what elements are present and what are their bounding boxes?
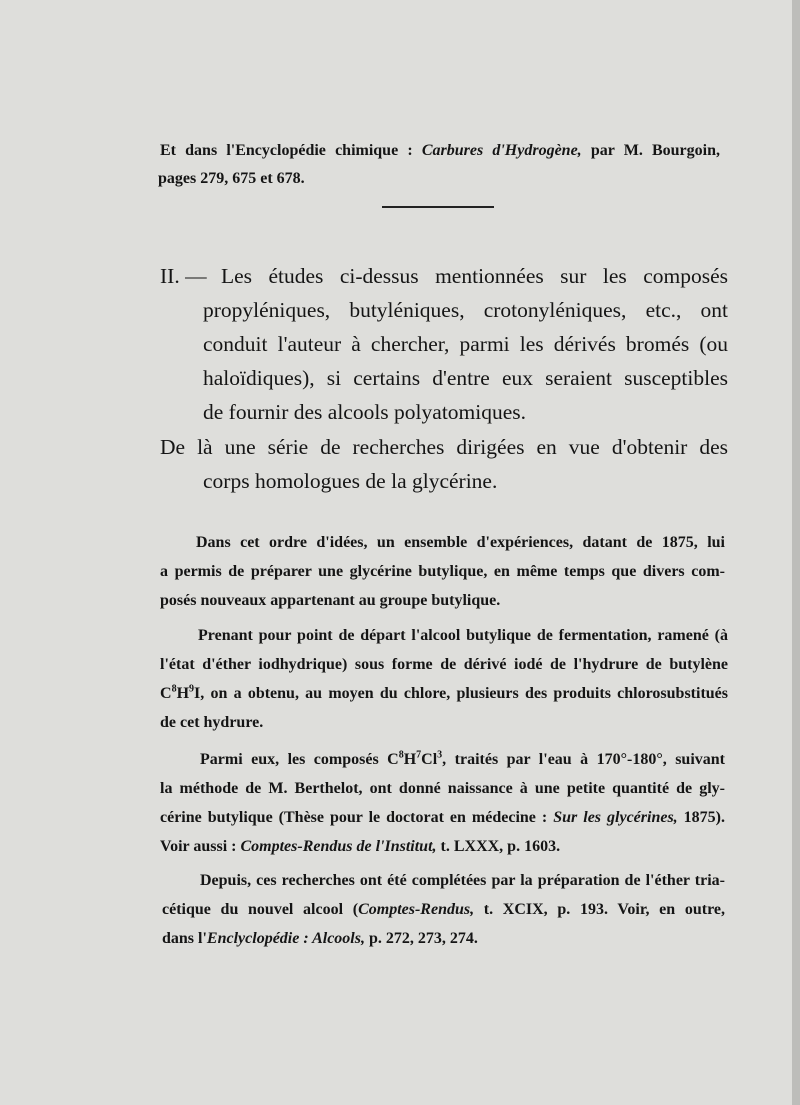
paragraph-line: cérine butylique (Thèse pour le doctorat en médecine : Sur les glycérines, 1875). <box>160 809 725 826</box>
paragraph-line: Dans cet ordre d'idées, un ensemble d'expériences, datant de 1875, lui <box>196 534 725 551</box>
section-divider <box>382 206 494 208</box>
paragraph-line: la méthode de M. Berthelot, ont donné naissance à une petite quantité de gly- <box>160 780 725 797</box>
section-ii-paragraph <box>203 259 728 429</box>
header-note-pages: pages 279, 675 et 678. <box>158 170 305 187</box>
paragraph-3 <box>160 745 725 861</box>
page-edge <box>792 0 800 1105</box>
paragraph-line: Prenant pour point de départ l'alcool butylique de fermentation, ramené (à <box>198 627 728 644</box>
paragraph-line: Depuis, ces recherches ont été complétées par la préparation de l'éther tria- <box>200 872 725 889</box>
section-ii-line: de fournir des alcools polyatomiques. <box>203 400 527 424</box>
section-ii-line: haloïdiques), si certains d'entre eux seraient susceptibles <box>203 366 728 390</box>
section-ii-line: Les études ci-dessus mentionnées sur les composés <box>221 264 728 288</box>
encyclopedie-title: Carbures d'Hydrogène, <box>421 142 582 159</box>
paragraph-line: Parmi eux, les composés $C^8H^7Cl^3$, traités par l'eau à 170°-180°, suivant <box>200 749 726 768</box>
header-note-line-1: Et dans l'Encyclopédie chimique : Carbures d'Hydrogène, par M. Bourgoin, <box>160 142 721 159</box>
header-note <box>160 136 720 165</box>
paragraph-line: cétique du nouvel alcool (Comptes-Rendus, t. XCIX, p. 193. Voir, en outre, <box>162 901 725 918</box>
section-ii-line: De là une série de recherches dirigées en vue d'obtenir des <box>160 435 728 459</box>
paragraph-line: l'état d'éther iodhydrique) sous forme de dérivé iodé de l'hydrure de butylène <box>160 656 728 673</box>
paragraph-1 <box>160 528 725 615</box>
paragraph-line: posés nouveaux appartenant au groupe butylique. <box>160 592 501 609</box>
paragraph-2 <box>160 621 728 737</box>
paragraph-line: Voir aussi : Comptes-Rendus de l'Institut, t. LXXX, p. 1603. <box>160 838 561 855</box>
paragraph-line: dans l'Enclyclopédie : Alcools, p. 272, 273, 274. <box>162 930 478 947</box>
section-ii-second-paragraph <box>160 430 728 498</box>
paragraph-4 <box>162 866 725 953</box>
section-ii-line: propyléniques, butyléniques, crotonyléniques, etc., ont <box>203 298 728 322</box>
section-ii-number: II. — <box>160 264 207 288</box>
paragraph-line: $C^8H^9I$, on a obtenu, au moyen du chlore, plusieurs des produits chlorosubstitués <box>160 683 728 702</box>
section-ii-line: conduit l'auteur à chercher, parmi les dérivés bromés (ou <box>203 332 728 356</box>
paragraph-line: de cet hydrure. <box>160 714 264 731</box>
section-ii-line: corps homologues de la glycérine. <box>203 469 498 493</box>
paragraph-line: a permis de préparer une glycérine butylique, en même temps que divers com- <box>160 563 725 580</box>
